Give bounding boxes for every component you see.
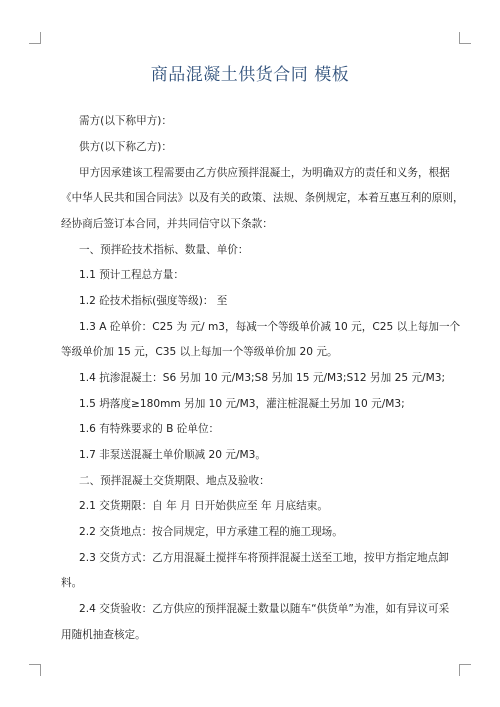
- paragraph-intro-line-2: 《中华人民共和国合同法》以及有关的政策、法规、条例规定，本着互惠互利的原则，: [61, 192, 464, 204]
- section-heading-2: 二、预拌混凝土交货期限、地点及验收：: [79, 475, 270, 487]
- section-heading-1: 一、预拌砼技术指标、数量、单价：: [79, 244, 249, 256]
- paragraph-intro-line-1: 甲方因承建该工程需要由乙方供应预拌混凝土，为明确双方的责任和义务，根据: [79, 167, 450, 179]
- clause-2-2: 2.2 交货地点：按合同规定，甲方承建工程的施工现场。: [79, 526, 343, 538]
- crop-mark-top-left: [29, 32, 41, 44]
- clause-1-3-line-2: 等级单价加 15 元，C35 以上每加一个等级单价加 20 元。: [61, 346, 338, 358]
- crop-mark-bottom-right: [459, 664, 471, 676]
- clause-2-3-line-2: 料。: [61, 577, 83, 589]
- document-title: 商品混凝土供货合同 模板: [150, 65, 350, 85]
- clause-2-1: 2.1 交货期限：自 年 月 日开始供应至 年 月底结束。: [79, 500, 328, 512]
- clause-2-3-line-1: 2.3 交货方式：乙方用混凝土搅拌车将预拌混凝土送至工地，按甲方指定地点卸: [79, 552, 449, 564]
- clause-1-7: 1.7 非泵送混凝土单价顺减 20 元/M3。: [79, 449, 267, 461]
- clause-1-3-line-1: 1.3 A 砼单价：C25 为 元/ m3，每减一个等级单价减 10 元，C25 以上每加一个: [79, 321, 461, 333]
- clause-2-4-line-1: 2.4 交货验收：乙方供应的预拌混凝土数量以随车“供货单”为准，如有异议可采: [79, 603, 450, 615]
- crop-mark-bottom-left: [29, 664, 41, 676]
- clause-1-5: 1.5 坍落度≥180mm 另加 10 元/M3，灌注桩混凝土另加 10 元/M3;: [79, 398, 405, 410]
- clause-1-2: 1.2 砼技术指标(强度等级)： 至: [79, 295, 228, 307]
- crop-mark-top-right: [459, 32, 471, 44]
- clause-1-1: 1.1 预计工程总方量：: [79, 269, 184, 281]
- clause-2-4-line-2: 用随机抽查核定。: [61, 629, 146, 641]
- paragraph-intro-line-3: 经协商后签订本合同，并共同信守以下条款：: [61, 218, 273, 230]
- paragraph-supply-party: 供方(以下称乙方)：: [79, 141, 173, 153]
- paragraph-demand-party: 需方(以下称甲方)：: [79, 115, 173, 127]
- clause-1-4: 1.4 抗渗混凝土：S6 另加 10 元/M3;S8 另加 15 元/M3;S12 另加 25 元/M3;: [79, 372, 446, 384]
- clause-1-6: 1.6 有特殊要求的 B 砼单位：: [79, 423, 220, 435]
